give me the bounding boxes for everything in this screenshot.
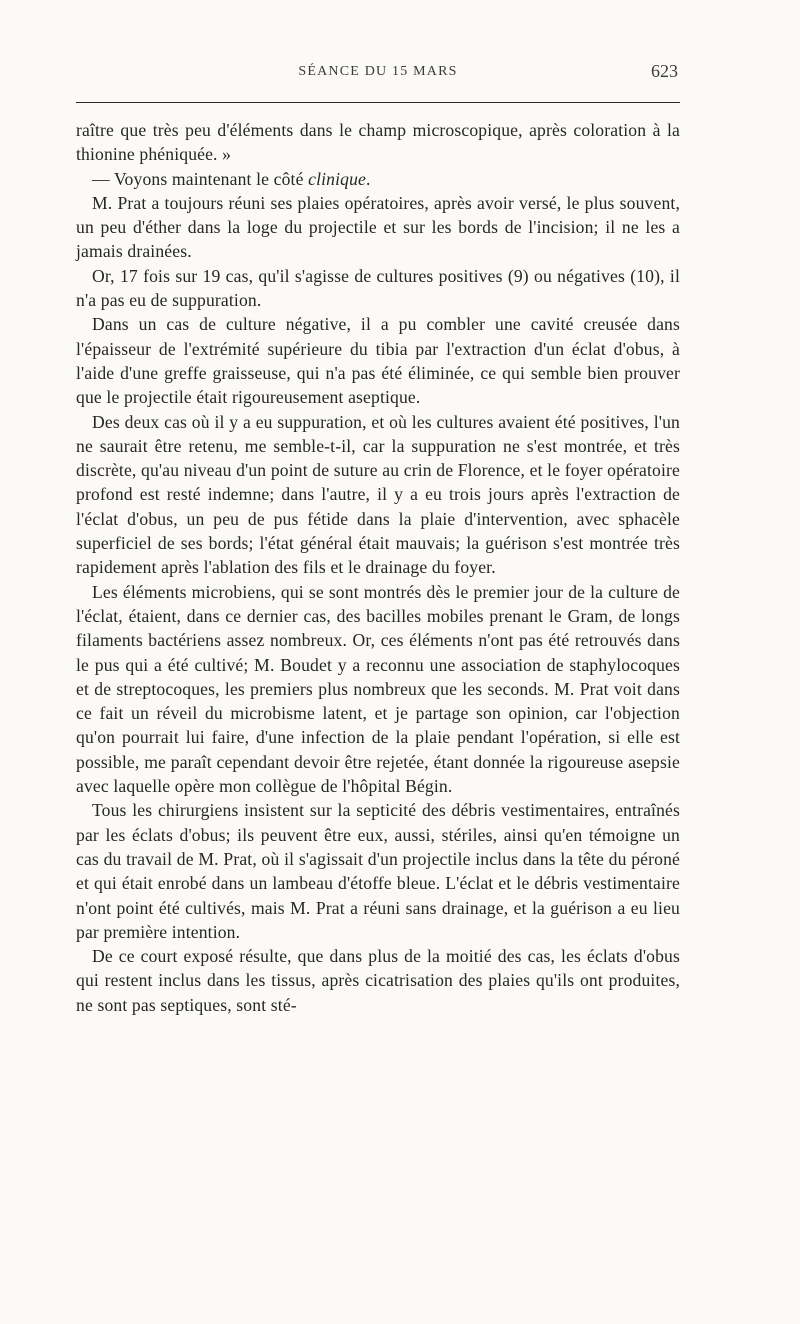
running-title: SÉANCE DU 15 MARS xyxy=(298,64,458,79)
paragraph: Les éléments microbiens, qui se sont montrés dès le premier jour de la culture de l'éclat, étaient, dans ce dernier cas, des bacilles mobiles prenant le Gram, de longs filaments bactériens assez nombreux. Or, ces éléments n'ont pas été retrouvés dans le pus qui a été cultivé; M. Boudet y a reconnu une association de staphylocoques et de streptocoques, les premiers plus nombreux que les seconds. M. Prat voit dans ce fait un réveil du microbisme latent, et je partage son opinion, car l'objection qu'on pourrait lui faire, d'une infection de la plaie pendant l'opération, si elle est possible, me paraît cependant devoir être rejetée, étant donnée la rigoureuse asepsie avec laquelle opère mon collègue de l'hôpital Bégin. xyxy=(76,581,680,797)
paragraph: Tous les chirurgiens insistent sur la septicité des débris vestimentaires, entraînés par les éclats d'obus; ils peuvent être eux, aussi, stériles, ainsi qu'en témoigne un cas du travail de M. Prat, où il s'agissait d'un projectile inclus dans la tête du péroné et qui était enrobé dans un lambeau d'étoffe bleue. L'éclat et le débris vestimentaire n'ont point été cultivés, mais M. Prat a réuni sans drainage, et la guérison a eu lieu par première intention. xyxy=(76,800,680,942)
page-number: 623 xyxy=(651,61,678,81)
italic-emphasis: clinique xyxy=(308,168,366,189)
paragraph: M. Prat a toujours réuni ses plaies opératoires, après avoir versé, le plus souvent, un peu d'éther dans la loge du projectile et sur les bords de l'incision; il ne les a jamais drainées. xyxy=(76,192,680,262)
paragraph: — Voyons maintenant le côté clinique. xyxy=(92,168,371,189)
paragraph: Dans un cas de culture négative, il a pu combler une cavité creusée dans l'épaisseur de l'extrémité supérieure du tibia par l'extraction d'un éclat d'obus, à l'aide d'une greffe graisseuse, qui n'a pas été éliminée, ce qui semble bien prouver que le projectile était rigoureusement aseptique. xyxy=(76,314,680,408)
header-rule xyxy=(76,102,680,103)
paragraph: Des deux cas où il y a eu suppuration, et où les cultures avaient été positives, l'un ne saurait être retenu, me semble-t-il, car la suppuration ne s'est montrée, et très discrète, qu'au niveau d'un point de suture au crin de Florence, et le foyer opératoire profond est resté indemne; dans l'autre, il y a eu trois jours après l'extraction de l'éclat d'obus, un peu de pus fétide dans la plaie d'intervention, avec sphacèle superficiel de ses bords; l'état général était mauvais; la guérison s'est montrée très rapidement après l'ablation des fils et le drainage du foyer. xyxy=(76,411,680,578)
book-page xyxy=(76,58,680,1015)
paragraph: Or, 17 fois sur 19 cas, qu'il s'agisse de cultures positives (9) ou négatives (10), il n'a pas eu de suppuration. xyxy=(76,265,680,311)
paragraph: raître que très peu d'éléments dans le champ microscopique, après coloration à la thionine phéniquée. » xyxy=(76,120,680,165)
running-header xyxy=(76,58,680,92)
paragraph: De ce court exposé résulte, que dans plus de la moitié des cas, les éclats d'obus qui restent inclus dans les tissus, après cicatrisation des plaies qu'ils ont produites, ne sont pas septiques, sont sté- xyxy=(76,946,680,1015)
body-text xyxy=(76,118,680,1017)
